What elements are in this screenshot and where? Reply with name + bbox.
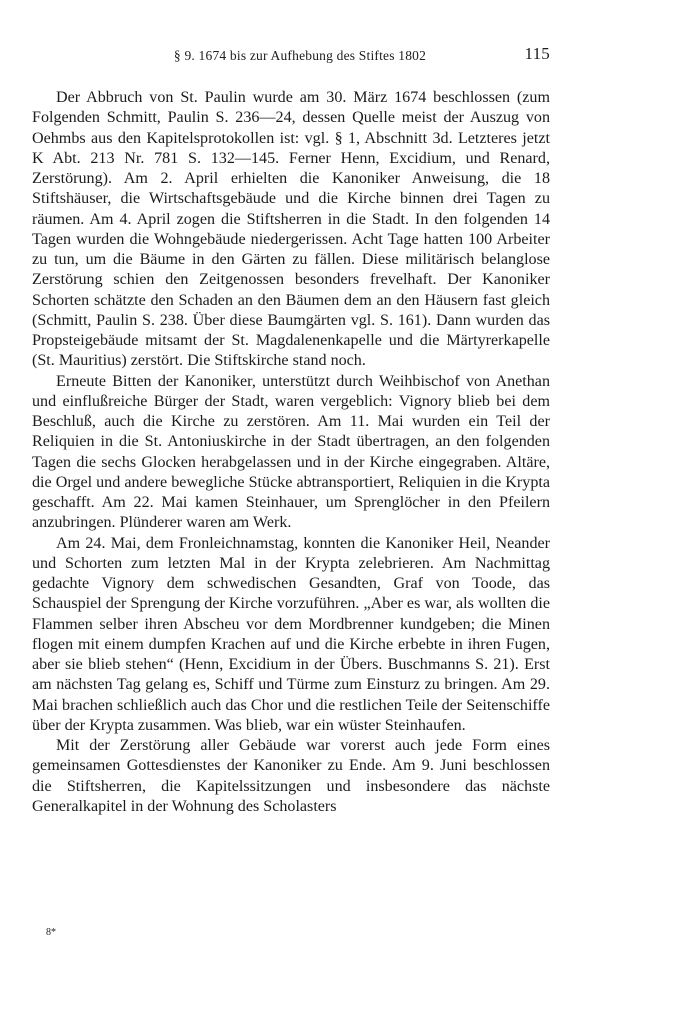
page-number: 115	[524, 44, 550, 63]
printer-signature-mark: 8*	[46, 927, 56, 938]
paragraph-4: Mit der Zerstörung aller Gebäude war vorerst auch jede Form eines gemeinsamen Gottesdienstes der Kanoniker zu Ende. Am 9. Juni beschlossen die Stiftsherren, die Kapitelssitzungen und insbesondere das nächste Generalkapitel in der Wohnung des Scholasters	[32, 737, 550, 815]
paragraph-1: Der Abbruch von St. Paulin wurde am 30. März 1674 beschlossen (zum Folgenden Schmitt, Paulin S. 236—24, dessen Quelle meist der Auszug von Oehmbs aus den Kapitelsprotokollen ist: vgl. § 1, Abschnitt 3d. Letzteres jetzt K Abt. 213 Nr. 781 S. 132—145. Ferner Henn, Excidium, und Renard, Zerstörung). Am 2. April erhielten die Kanoniker Anweisung, die 18 Stiftshäuser, die Wirtschaftsgebäude und die Kirche binnen drei Tagen zu räumen. Am 4. April zogen die Stiftsherren in die Stadt. In den folgenden 14 Tagen wurden die Wohngebäude niedergerissen. Acht Tage hatten 100 Arbeiter zu tun, um die Bäume in den Gärten zu fällen. Diese militärisch belanglose Zerstörung schien den Zeitgenossen besonders frevelhaft. Der Kanoniker Schorten schätzte den Schaden an den Bäumen dem an den Häusern fast gleich (Schmitt, Paulin S. 238. Über diese Baumgärten vgl. S. 161). Dann wurden das Propsteigebäude mitsamt der St. Magdalenenkapelle und die Märtyrerkapelle (St. Mauritius) zerstört. Die Stiftskirche stand noch.	[32, 89, 550, 370]
paragraph-3: Am 24. Mai, dem Fronleichnamstag, konnten die Kanoniker Heil, Neander und Schorten zum letzten Mal in der Krypta zelebrieren. Am Nachmittag gedachte Vignory dem schwedischen Gesandten, Graf von Toode, das Schauspiel der Sprengung der Kirche vorzuführen. „Aber es war, als wollten die Flammen selber ihren Abscheu vor dem Mordbrenner kundgeben; die Minen flogen mit einem dumpfen Krachen auf und die Kirche erbebte in ihren Fugen, aber sie blieb stehen“ (Henn, Excidium in der Übers. Buschmanns S. 21). Erst am nächsten Tag gelang es, Schiff und Türme zum Einsturz zu bringen. Am 29. Mai brachen schließlich auch das Chor und die restlichen Teile der Seitenschiffe über der Krypta zusammen. Was blieb, war ein wüster Steinhaufen.	[32, 534, 550, 734]
book-page	[32, 44, 550, 817]
body-text	[32, 88, 550, 817]
running-header	[32, 44, 550, 68]
section-title: § 9. 1674 bis zur Aufhebung des Stiftes 1802	[173, 48, 427, 63]
paragraph-2: Erneute Bitten der Kanoniker, unterstützt durch Weihbischof von Anethan und einflußreiche Bürger der Stadt, waren vergeblich: Vignory blieb bei dem Beschluß, auch die Kirche zu zerstören. Am 11. Mai wurden ein Teil der Reliquien in die St. Antoniuskirche in der Stadt übertragen, an den folgenden Tagen die sechs Glocken herabgelassen und in der Kirche eingegraben. Altäre, die Orgel und andere bewegliche Stücke abtransportiert, Reliquien in die Krypta geschafft. Am 22. Mai kamen Steinhauer, um Sprenglöcher in den Pfeilern anzubringen. Plünderer waren am Werk.	[32, 372, 550, 532]
